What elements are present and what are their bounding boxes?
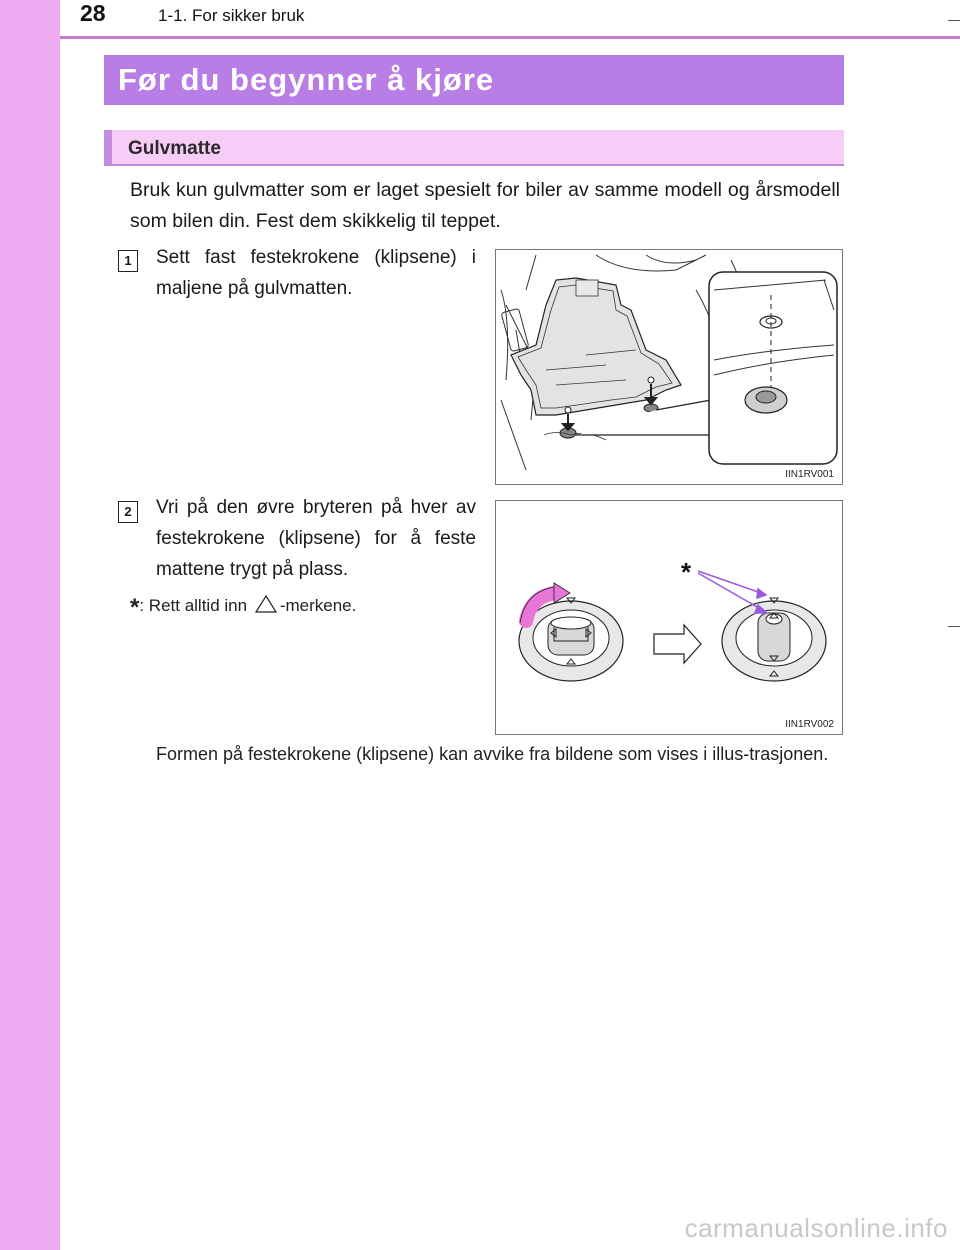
crop-mark-middle [948,626,960,627]
figure-code: IIN1RV001 [785,469,834,480]
step-text: Sett fast festekrokene (klipsene) i maljene på gulvmatten. [156,247,476,299]
intro-paragraph: Bruk kun gulvmatter som er laget spesielt for biler av samme modell og årsmodell som bilen din. Fest dem skikkelig til teppet. [130,179,840,232]
step-number: 2 [118,501,138,523]
figure-clip-rotation [495,500,843,735]
floor-mat-illustration [496,250,842,484]
subsection-header [104,130,844,166]
page-title: Før du begynner å kjøre [104,55,844,105]
watermark: carmanualsonline.info [684,1213,948,1243]
page-number: 28 [80,0,106,26]
subsection-title: Gulvmatte [128,138,221,159]
section-header: 1-1. For sikker bruk [158,6,305,25]
clip-rotation-illustration [496,501,842,734]
step-number: 1 [118,250,138,272]
header-rule [60,36,960,39]
crop-mark-top [948,20,960,21]
note-suffix: -merkene. [279,596,357,615]
figure-floor-mat [495,249,843,485]
side-color-strip [0,0,60,1250]
figure-asterisk: * [681,557,692,587]
figure-code: IIN1RV002 [785,719,834,730]
step-text: Vri på den øvre bryteren på hver av festekrokene (klipsene) for å feste mattene trygt på plass. [156,497,476,580]
note-align-marks [130,594,356,622]
footer-note: Formen på festekrokene (klipsene) kan avvike fra bildene som vises i illus-trasjonen. [156,744,829,764]
subsection-marker [104,130,112,164]
note-prefix: : Rett alltid inn [139,596,248,615]
triangle-mark-icon [254,595,278,613]
note-asterisk: * [130,594,140,621]
